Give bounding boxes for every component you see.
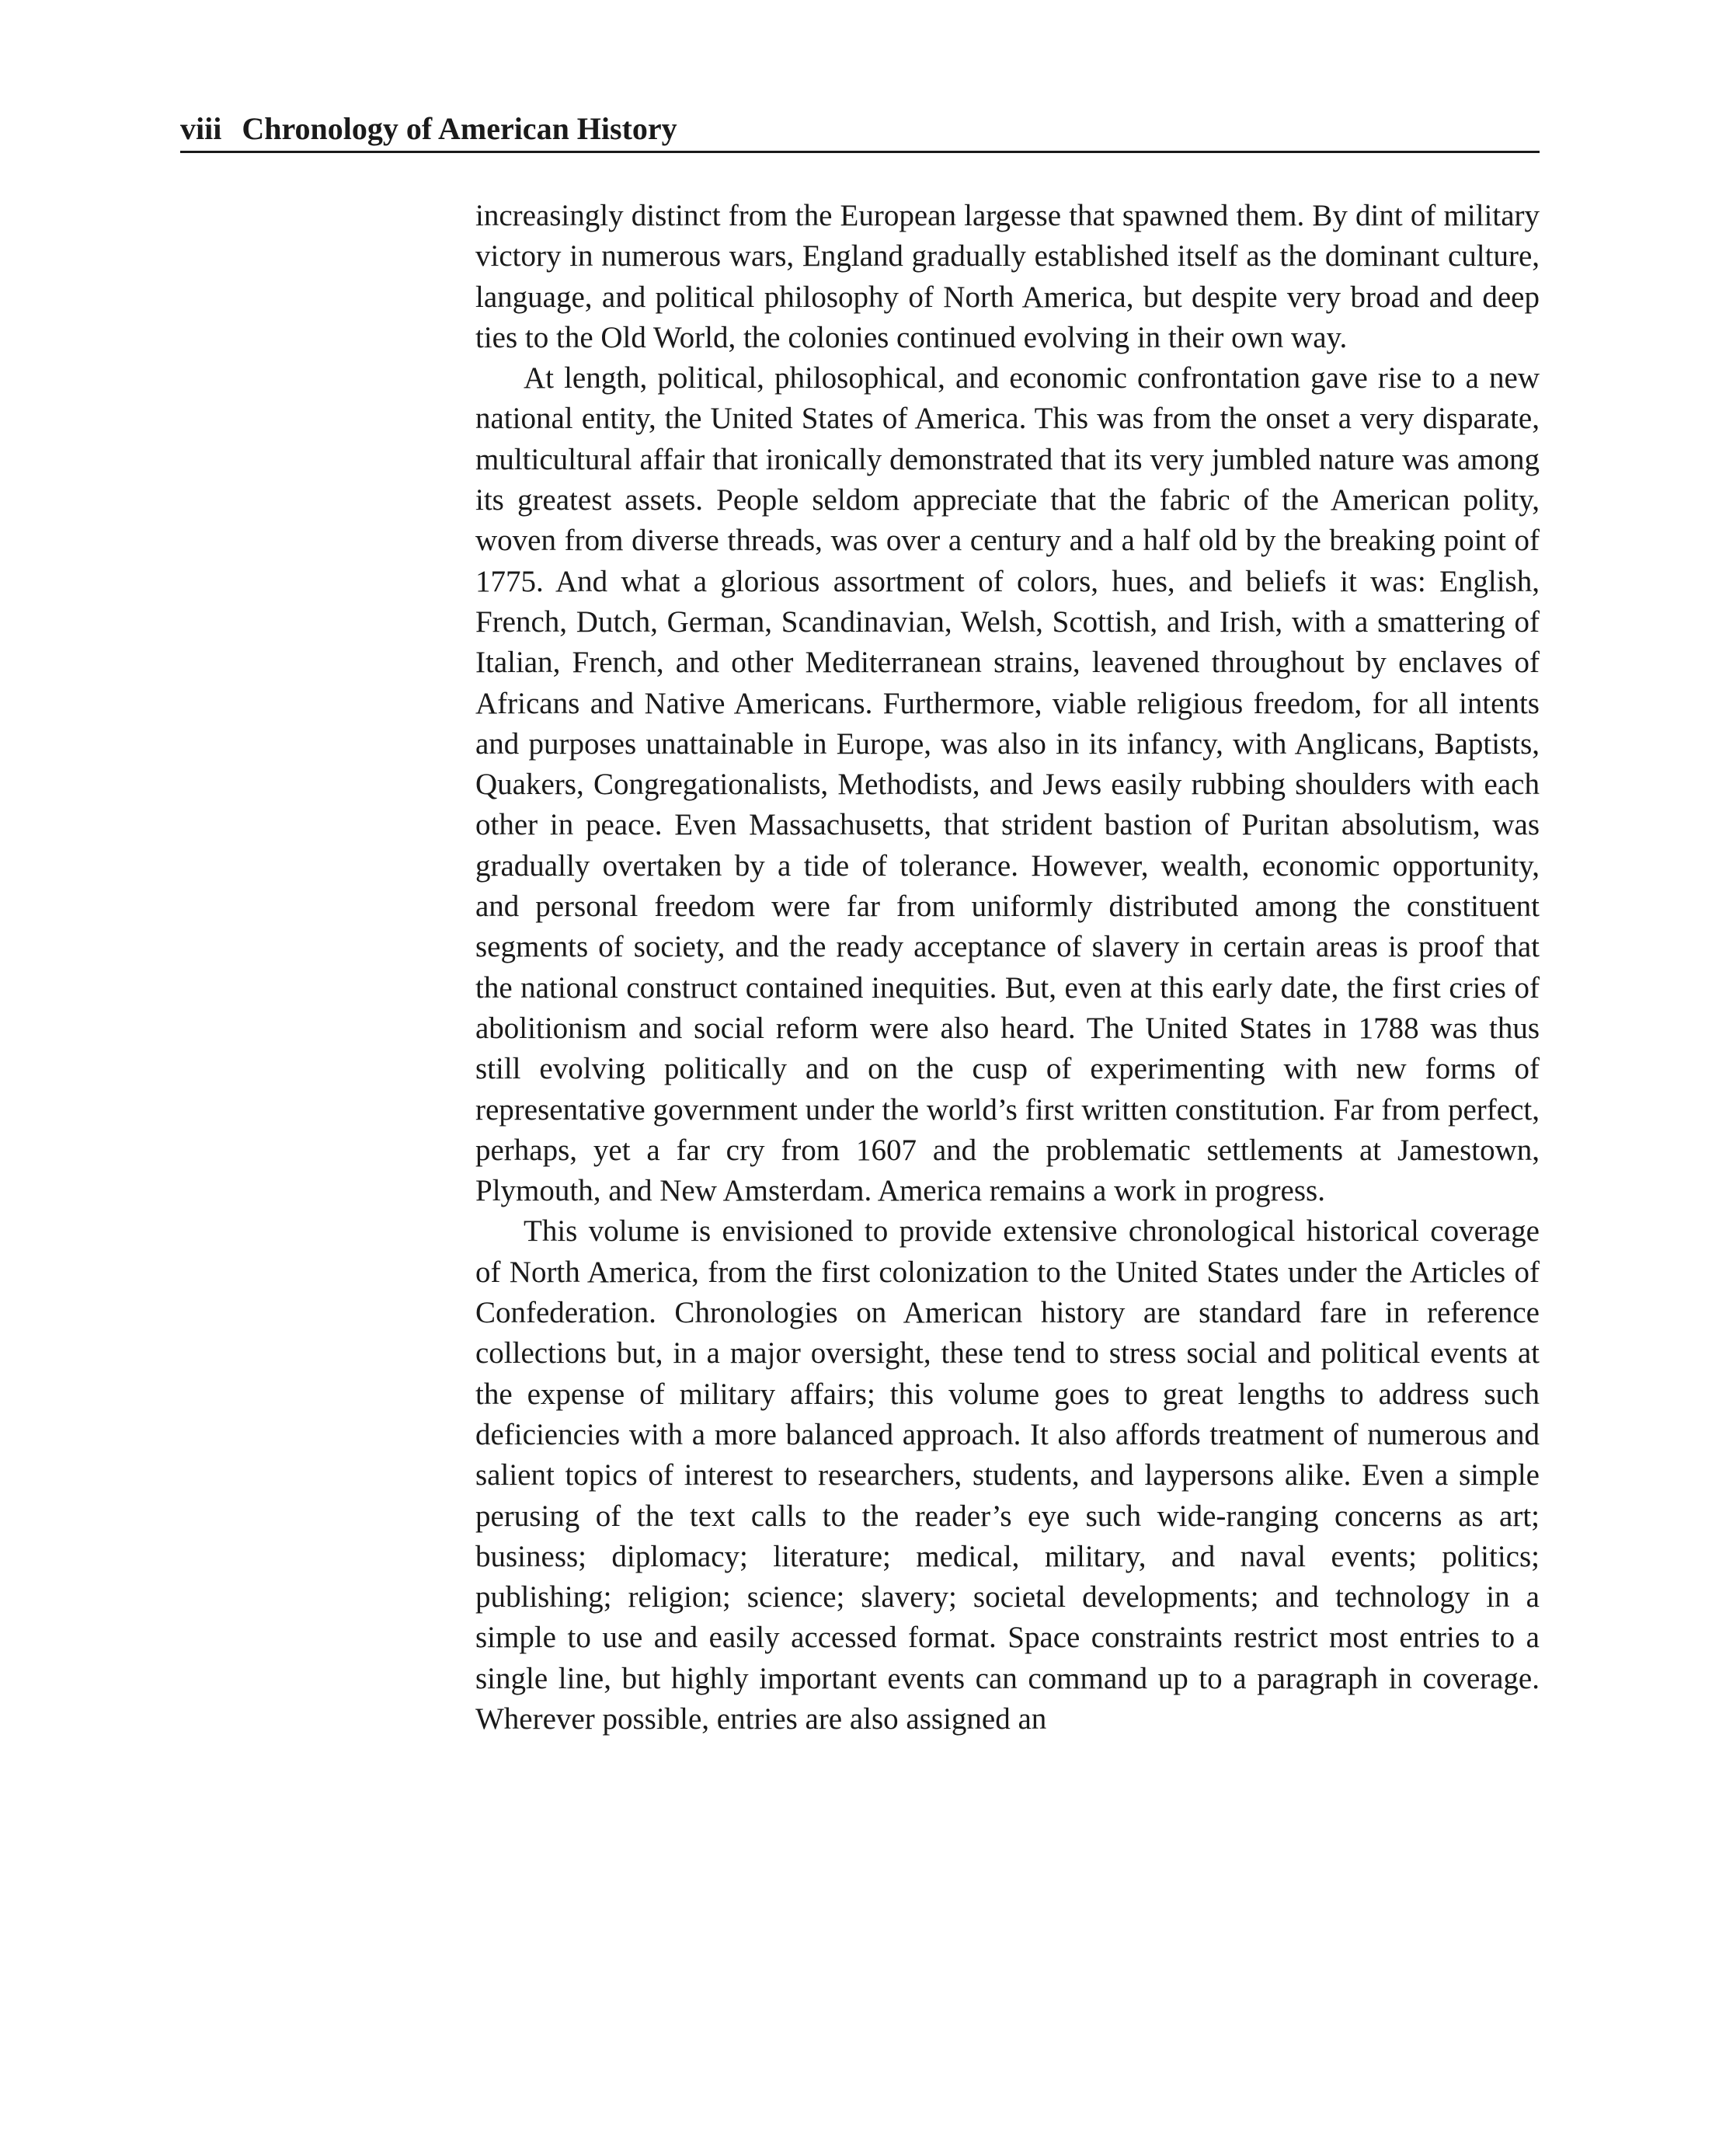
paragraph: At length, political, philosophical, and economic confrontation gave rise to a new national entity, the United States of America. This was from the onset a very disparate, multicultural affair that ironically demonstrated that its very jumbled nature was among its greatest assets. People seldom appreciate that the fabric of the American polity, woven from diverse threads, was over a century and a half old by the breaking point of 1775. And what a glorious assortment of colors, hues, and beliefs it was: English, French, Dutch, German, Scandinavian, Welsh, Scottish, and Irish, with a smattering of Italian, French, and other Mediterranean strains, leavened throughout by enclaves of Africans and Native Americans. Furthermore, viable religious freedom, for all intents and purposes unattainable in Europe, was also in its infancy, with Anglicans, Baptists, Quakers, Congregationalists, Methodists, and Jews easily rubbing shoulders with each other in peace. Even Massachusetts, that strident bastion of Puritan absolutism, was gradually overtaken by a tide of tolerance. However, wealth, economic opportunity, and personal freedom were far from uniformly distributed among the constituent segments of society, and the ready acceptance of slavery in certain areas is proof that the national construct contained inequities. But, even at this early date, the first cries of abolitionism and social reform were also heard. The United States in 1788 was thus still evolving politically and on the cusp of experimenting with new forms of representative government under the world’s first written constitution. Far from perfect, perhaps, yet a far cry from 1607 and the problematic settlements at Jamestown, Plymouth, and New Amsterdam. America remains a work in progress. [475, 361, 1540, 1208]
page-number: viii [180, 111, 222, 146]
running-header [180, 107, 1540, 153]
body-text [475, 196, 1540, 1740]
paragraph-continued: increasingly distinct from the European largesse that spawned them. By dint of military victory in numerous wars, England gradually established itself as the dominant culture, language, and political philosophy of North America, but despite very broad and deep ties to the Old World, the colonies continued evolving in their own way. [475, 199, 1540, 354]
running-title: Chronology of American History [242, 111, 677, 146]
paragraph: This volume is envisioned to provide extensive chronological historical coverage of North America, from the first colonization to the United States under the Articles of Confederation. Chronologies on American history are standard fare in reference collections but, in a major oversight, these tend to stress social and political events at the expense of military affairs; this volume goes to great lengths to address such deficiencies with a more balanced approach. It also affords treatment of numerous and salient topics of interest to researchers, students, and laypersons alike. Even a simple perusing of the text calls to the reader’s eye such wide-ranging concerns as art; business; diplomacy; literature; medical, military, and naval events; politics; publishing; religion; science; slavery; societal developments; and technology in a simple to use and easily accessed format. Space constraints restrict most entries to a single line, but highly important events can command up to a paragraph in coverage. Wherever possible, entries are also assigned an [475, 1214, 1540, 1736]
